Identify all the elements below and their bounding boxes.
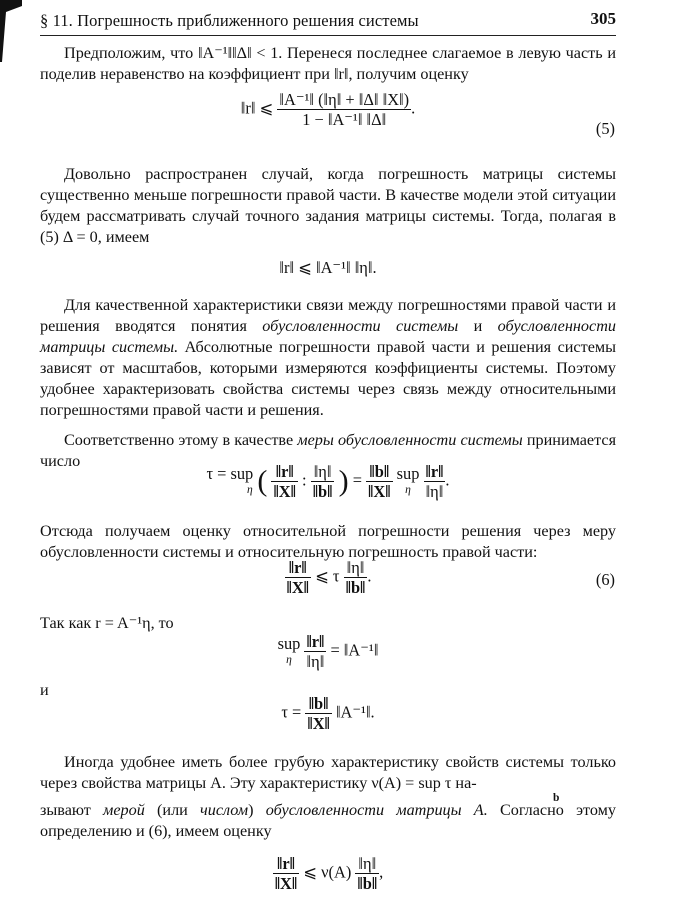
p7-text-c: ) bbox=[248, 801, 266, 819]
p4-text-2: принимается число bbox=[40, 431, 617, 470]
right-paren: ) bbox=[338, 464, 349, 498]
tau2-d: ‖X‖ bbox=[307, 714, 330, 733]
final-tail: , bbox=[379, 862, 384, 882]
tau-tail: . bbox=[445, 470, 450, 490]
tau-d3: ‖X‖ bbox=[368, 482, 391, 501]
tau-n1: ‖r‖ bbox=[271, 462, 297, 482]
p3-text-2: и bbox=[458, 317, 498, 335]
tau-d1: ‖X‖ bbox=[273, 482, 296, 501]
tau-n3: ‖b‖ bbox=[366, 462, 392, 482]
paragraph-7 bbox=[40, 752, 616, 794]
tau-sup bbox=[206, 463, 254, 498]
p7-em-1: мерой bbox=[103, 801, 145, 819]
running-header bbox=[40, 9, 616, 36]
paragraph-5: Отсюда получаем оценку относительной погрешности решения через меру обусловленности системы и относительную погрешность правой части: bbox=[40, 522, 616, 561]
eq5-fraction bbox=[277, 90, 411, 129]
final-d2: ‖b‖ bbox=[357, 874, 378, 893]
p7-sup-sub: b bbox=[553, 792, 560, 804]
final-mid: ⩽ ν(A) bbox=[303, 862, 352, 882]
final-frac-1 bbox=[273, 854, 299, 893]
equation-tau bbox=[40, 462, 616, 501]
sup-d: ‖η‖ bbox=[306, 652, 325, 671]
paragraph-6: Так как r = A⁻¹η, то bbox=[40, 614, 174, 632]
eq6-number: (6) bbox=[595, 570, 615, 589]
p7-line-1: Иногда удобнее иметь более грубую характеристику свойств системы только через свойства матрицы A. Эту характеристику ν(A) = sup τ на- bbox=[40, 753, 616, 792]
final-n1: ‖r‖ bbox=[273, 854, 299, 874]
p7-em-2: числом bbox=[200, 801, 249, 819]
paragraph-7-cont bbox=[40, 800, 616, 842]
conjunction-and: и bbox=[40, 681, 49, 699]
eq6-n2: ‖η‖ bbox=[344, 558, 368, 578]
eq5-denominator: 1 − ‖A⁻¹‖ ‖Δ‖ bbox=[302, 110, 387, 129]
equation-sup bbox=[40, 632, 616, 671]
tau2-fraction bbox=[305, 694, 331, 733]
tau-sup2-label: sup bbox=[396, 463, 420, 483]
sup-rhs: = ‖A⁻¹‖ bbox=[330, 640, 379, 660]
p3-text-1: Для качественной характеристики связи между погрешностями правой части и решения вводятся понятия bbox=[40, 296, 616, 335]
sup-fraction bbox=[304, 632, 326, 671]
eq5-number: (5) bbox=[595, 119, 615, 138]
equation-tau-2 bbox=[40, 694, 616, 733]
sup-operator bbox=[277, 633, 301, 668]
section-title: § 11. Погрешность приближенного решения системы bbox=[40, 11, 419, 30]
final-d1: ‖X‖ bbox=[274, 874, 298, 893]
eq6-frac-2 bbox=[344, 558, 368, 597]
paragraph-1: Предположим, что ‖A⁻¹‖‖Δ‖ < 1. Перенеся последнее слагаемое в левую часть и поделив неравенство на коэффициент при ‖r‖, получим оценку bbox=[40, 44, 616, 83]
p3-text-3: Абсолютные погрешности правой части и решения системы зависят от масштабов, которыми измеряются коэффициенты системы. Поэтому удобнее характеризовать свойства системы через связь между относительными погрешностями правой части и решения. bbox=[40, 338, 616, 419]
equation-5 bbox=[40, 90, 616, 129]
p7-em-3: обусловленности матрицы A. bbox=[265, 801, 488, 819]
tau-d4: ‖η‖ bbox=[425, 482, 444, 501]
tau-n2: ‖η‖ bbox=[311, 462, 335, 482]
eq5-tail: . bbox=[411, 98, 416, 118]
tau2-rhs: ‖A⁻¹‖. bbox=[335, 702, 375, 722]
p4-text-1: Соответственно этому в качестве bbox=[64, 431, 298, 449]
paragraph-3 bbox=[40, 295, 616, 421]
tau-equals: = bbox=[352, 470, 362, 490]
eq6-d2: ‖b‖ bbox=[345, 578, 366, 597]
tau-frac-2 bbox=[311, 462, 335, 501]
tau-frac-1 bbox=[271, 462, 297, 501]
scan-corner-mark bbox=[0, 0, 24, 62]
paragraph-2: Довольно распространен случай, когда погрешность матрицы системы существенно меньше погрешности правой части. В качестве модели этой ситуации будем рассматривать случай точного задания матрицы системы. Тогда, полагая в (5) Δ = 0, имеем bbox=[40, 165, 616, 246]
eq6-frac-1 bbox=[285, 558, 311, 597]
eq5-numerator: ‖A⁻¹‖ (‖η‖ + ‖Δ‖ ‖X‖) bbox=[279, 90, 410, 109]
sup-label: sup bbox=[277, 633, 301, 653]
equation-6 bbox=[40, 558, 616, 597]
p7-text-d: Согласно этому определению и (6), имеем оценку bbox=[40, 801, 616, 840]
p3-emphasis-2: обусловленности матрицы системы. bbox=[40, 317, 616, 356]
final-frac-2 bbox=[355, 854, 379, 893]
left-paren: ( bbox=[257, 464, 268, 498]
eq6-mid: ⩽ τ bbox=[315, 566, 340, 586]
final-n2: ‖η‖ bbox=[355, 854, 379, 874]
sup-sub: η bbox=[286, 653, 292, 666]
p4-emphasis: меры обусловленности системы bbox=[297, 431, 523, 449]
tau2-n: ‖b‖ bbox=[305, 694, 331, 714]
p3-emphasis-1: обусловленности системы bbox=[262, 317, 459, 335]
tau-d2: ‖b‖ bbox=[312, 482, 333, 501]
equation-simple: ‖r‖ ⩽ ‖A⁻¹‖ ‖η‖. bbox=[279, 258, 377, 277]
tau-frac-4 bbox=[424, 462, 446, 501]
sup-n: ‖r‖ bbox=[306, 632, 325, 651]
tau-n4: ‖r‖ bbox=[425, 462, 444, 481]
eq6-n1: ‖r‖ bbox=[285, 558, 311, 578]
p7-text-a: зывают bbox=[40, 801, 104, 819]
tau-sup-2 bbox=[396, 463, 420, 498]
eq6-tail: . bbox=[367, 566, 372, 586]
tau-frac-3 bbox=[366, 462, 392, 501]
page-number: 305 bbox=[590, 9, 616, 28]
tau-colon: : bbox=[302, 470, 307, 490]
eq6-d1: ‖X‖ bbox=[286, 578, 309, 597]
tau-sup2-sub: η bbox=[405, 483, 411, 496]
tau-lhs: τ = sup bbox=[206, 463, 254, 483]
tau-sup-sub: η bbox=[246, 483, 253, 496]
tau2-lhs: τ = bbox=[281, 702, 302, 722]
eq5-lhs: ‖r‖ ⩽ bbox=[240, 98, 274, 118]
equation-final bbox=[40, 854, 616, 893]
p7-text-b: (или bbox=[144, 801, 201, 819]
